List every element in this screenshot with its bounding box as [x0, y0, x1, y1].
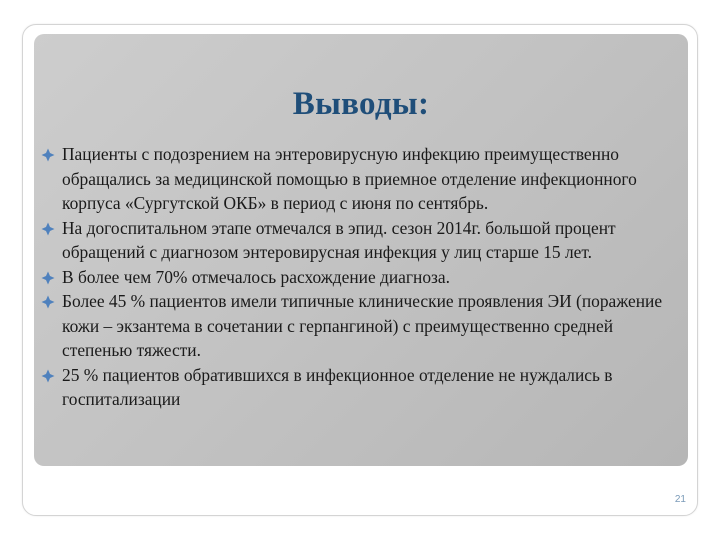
diamond-bullet-icon	[41, 148, 55, 162]
bullet-item	[40, 142, 680, 216]
bullet-text: На догоспитальном этапе отмечался в эпид. сезон 2014г. большой процент обращений с диагнозом энтеровирусная инфекция у лиц старше 15 лет.	[62, 217, 616, 262]
bullet-item	[40, 363, 680, 412]
bullet-text: Более 45 % пациентов имели типичные клинические проявления ЭИ (поражение кожи – экзантема в сочетании с герпангиной) с преимущественно средней степенью тяжести.	[62, 291, 663, 360]
bullet-item	[40, 289, 680, 363]
bullet-list	[40, 142, 680, 412]
diamond-bullet-icon	[41, 295, 55, 309]
bullet-text: 25 % пациентов обратившихся в инфекционное отделение не нуждались в госпитализации	[62, 364, 613, 409]
diamond-bullet-icon	[41, 222, 55, 236]
bullet-text: Пациенты с подозрением на энтеровирусную инфекцию преимущественно обращались за медицинской помощью в приемное отделение инфекционного корпуса «Сургутской ОКБ» в период с июня по сентябрь.	[62, 144, 637, 213]
bullet-item	[40, 216, 680, 265]
diamond-bullet-icon	[41, 369, 55, 383]
bullet-text: В более чем 70% отмечалось расхождение диагноза.	[62, 266, 450, 287]
diamond-bullet-icon	[41, 271, 55, 285]
bullet-item	[40, 265, 680, 290]
page-number: 21	[674, 494, 686, 505]
slide-title: Выводы:	[292, 86, 430, 122]
